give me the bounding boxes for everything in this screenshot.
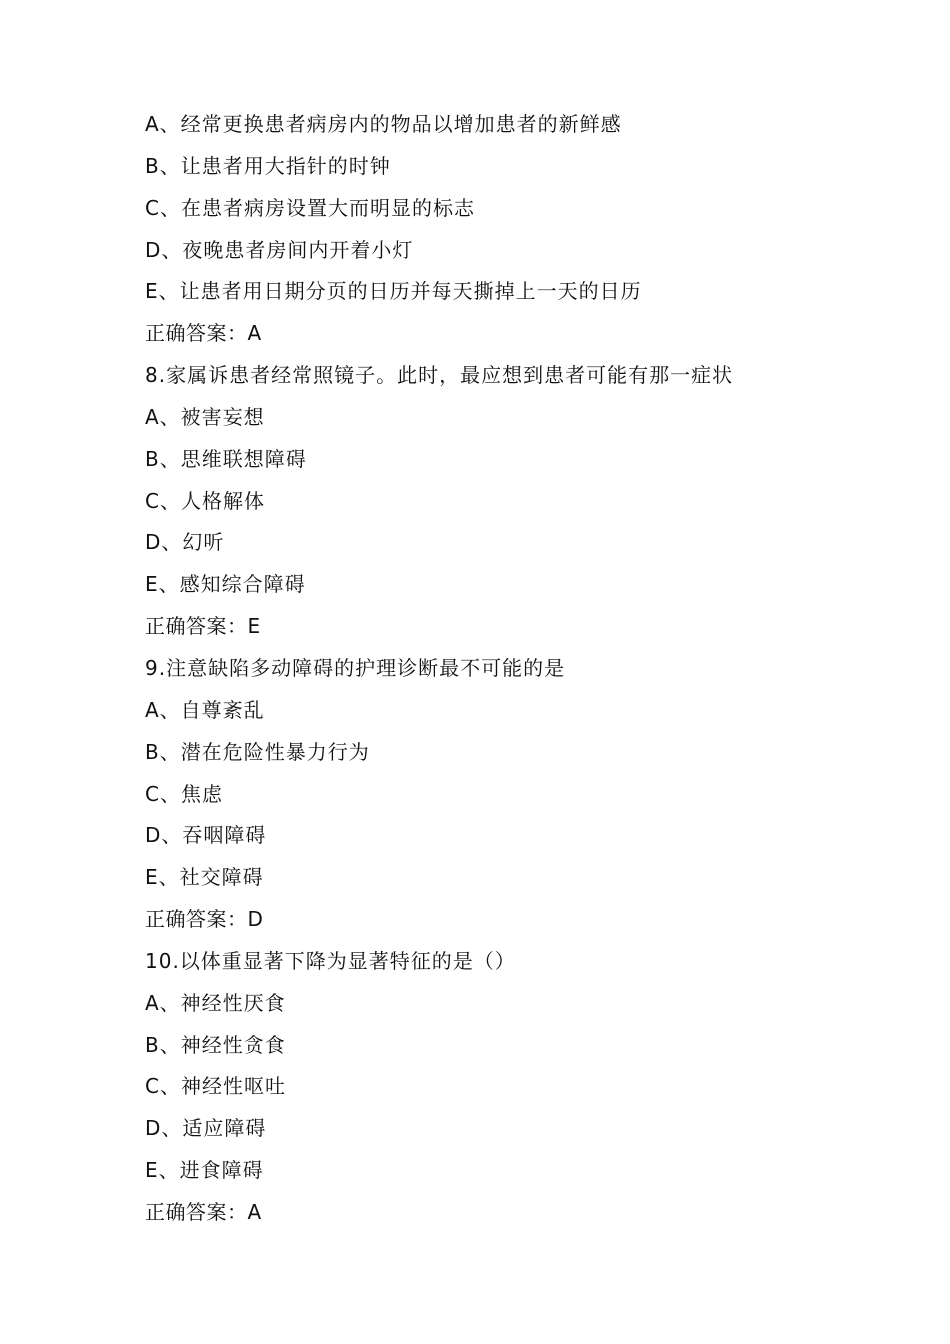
option-a: A、神经性厌食 [145, 990, 286, 1015]
question-text: 10.以体重显著下降为显著特征的是（） [145, 948, 516, 973]
option-d: D、吞咽障碍 [145, 823, 267, 848]
question-text: 9.注意缺陷多动障碍的护理诊断最不可能的是 [145, 655, 566, 680]
option-c: C、人格解体 [145, 488, 265, 513]
option-b: B、潜在危险性暴力行为 [145, 739, 370, 764]
option-b: B、让患者用大指针的时钟 [145, 153, 391, 178]
option-c: C、焦虑 [145, 781, 223, 806]
correct-answer: 正确答案：D [145, 907, 264, 932]
option-b: B、思维联想障碍 [145, 446, 307, 471]
option-c: C、在患者病房设置大而明显的标志 [145, 195, 475, 220]
option-d: D、夜晚患者房间内开着小灯 [145, 237, 414, 262]
option-a: A、被害妄想 [145, 404, 265, 429]
option-a: A、自尊紊乱 [145, 697, 265, 722]
option-a: A、经常更换患者病房内的物品以增加患者的新鲜感 [145, 112, 622, 136]
option-d: D、幻听 [145, 530, 225, 555]
option-e: E、进食障碍 [145, 1158, 264, 1183]
option-e: E、社交障碍 [145, 865, 264, 890]
correct-answer: 正确答案：A [145, 1199, 262, 1224]
question-text: 8.家属诉患者经常照镜子。此时，最应想到患者可能有那一症状 [145, 363, 734, 388]
option-d: D、适应障碍 [145, 1116, 267, 1141]
option-e: E、让患者用日期分页的日历并每天撕掉上一天的日历 [145, 279, 642, 304]
exam-page [145, 104, 865, 1234]
correct-answer: 正确答案：E [145, 614, 261, 639]
correct-answer: 正确答案：A [145, 321, 262, 346]
option-b: B、神经性贪食 [145, 1032, 286, 1057]
option-c: C、神经性呕吐 [145, 1074, 286, 1099]
option-e: E、感知综合障碍 [145, 572, 306, 597]
